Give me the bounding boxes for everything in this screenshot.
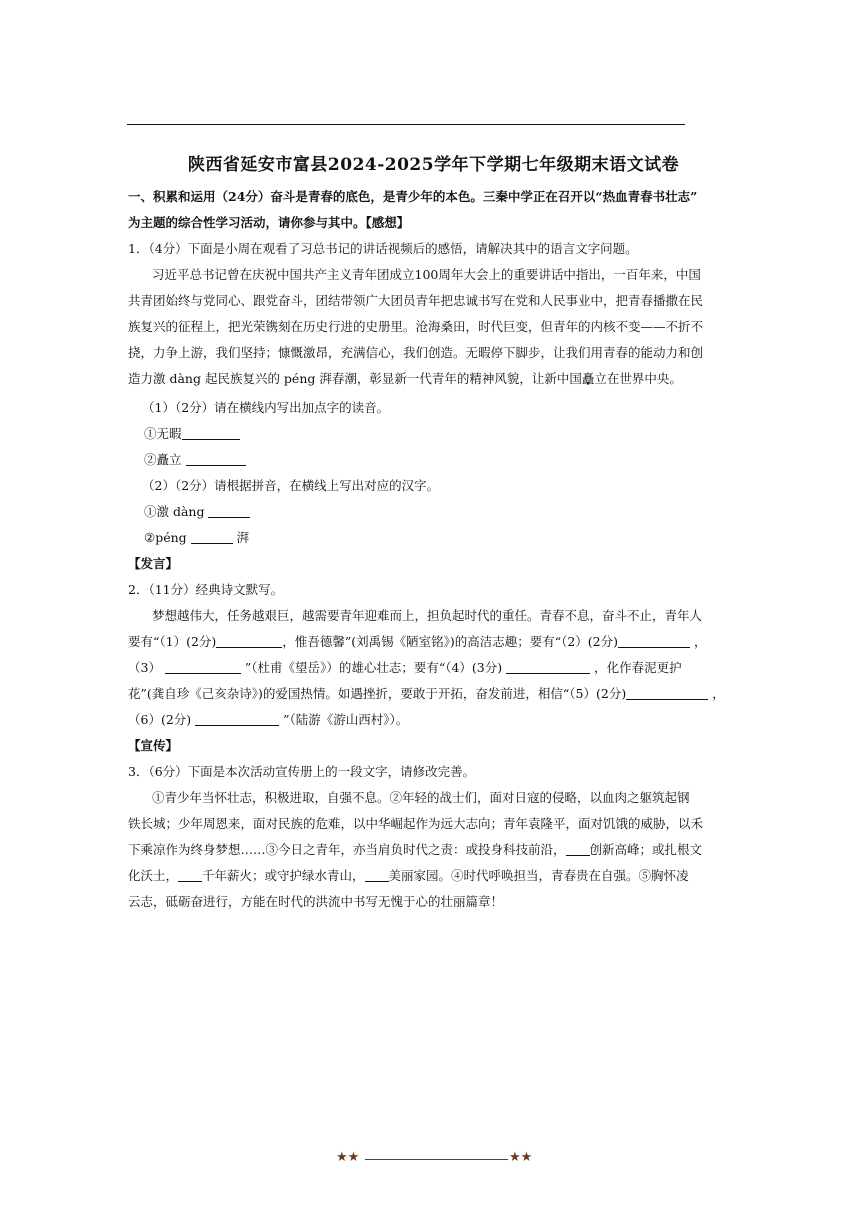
answer-blank[interactable] (165, 659, 241, 674)
answer-blank[interactable] (506, 659, 590, 674)
q1-passage-line: 挠，力争上游，我们坚持；慷慨激昂，充满信心，我们创造。无暇停下脚步，让我们用青春的能动力和创 (128, 345, 704, 360)
answer-blank[interactable] (618, 633, 690, 648)
footer-divider (365, 1159, 508, 1160)
q3-text-line (128, 837, 703, 863)
q1-sub2-option-1 (128, 499, 686, 525)
option-label: ①激 dàng (144, 504, 205, 519)
answer-blank[interactable] (186, 451, 246, 466)
q2-text-line (128, 629, 707, 655)
q2-text-line (128, 655, 686, 681)
answer-blank[interactable] (195, 711, 279, 726)
star-icon: ★★ (336, 1150, 360, 1165)
q2-text: ，惟吾德馨”(刘禹锡《陋室铭》)的高洁志趣；要有“（2）(2分) (282, 634, 619, 649)
section-intro-line-2: 为主题的综合性学习活动，请你参与其中。【感想】 (128, 215, 410, 230)
option-label: ②péng (144, 530, 187, 545)
page-title: 陕西省延安市富县2024-2025学年下学期七年级期末语文试卷 (187, 155, 680, 175)
q3-text: 下乘凉作为终身梦想……③今日之青年，亦当肩负时代之责：或投身科技前沿， (128, 842, 566, 857)
section-intro-line-1: 一、积累和运用（24分）奋斗是青春的底色，是青少年的本色。三秦中学正在召开以“热血青春书壮志” (128, 189, 698, 204)
q2-text: ”（陆游《游山西村》）。 (283, 712, 409, 727)
q3-text: 美丽家园。④时代呼唤担当，青春贵在自强。⑤胸怀凌 (388, 868, 689, 883)
q2-text-line (128, 707, 686, 733)
q3-text-line: ①青少年当怀壮志，积极进取，自强不息。②年轻的战士们，面对日寇的侵略，以血肉之躯筑起钢 (152, 790, 690, 805)
q2-text-line: 梦想越伟大，任务越艰巨，越需要青年迎难而上，担负起时代的重任。青春不息，奋斗不止，青年人 (152, 608, 703, 623)
q1-sub1-option-2 (128, 447, 686, 473)
answer-blank[interactable] (191, 529, 233, 544)
q1-passage-text: 立在世界中央。 (594, 371, 682, 386)
answer-blank[interactable] (216, 633, 282, 648)
answer-blank[interactable] (566, 841, 590, 856)
q1-sub-question-1: （1）（2分）请在横线内写出加点字的读音。 (142, 400, 390, 415)
option-tail: 湃 (236, 530, 250, 545)
q3-text: 创新高峰；或扎根文 (589, 842, 703, 857)
q2-text: ”（杜甫《望岳》）的雄心壮志；要有“（4）(3分) (244, 660, 503, 675)
q2-text: （3） (128, 660, 161, 675)
answer-blank[interactable] (626, 685, 708, 700)
q1-sub-question-2: （2）（2分）请根据拼音，在横线上写出对应的汉字。 (142, 478, 440, 493)
answer-blank[interactable] (178, 867, 202, 882)
q2-text: （6）(2分) (128, 712, 192, 727)
q3-text-line: 云志，砥砺奋进行，方能在时代的洪流中书写无愧于心的壮丽篇章！ (128, 894, 504, 909)
dotted-character: 矗 (581, 371, 595, 386)
q1-passage-line: 习近平总书记曾在庆祝中国共产主义青年团成立100周年大会上的重要讲话中指出，一百年来，中国 (152, 267, 701, 282)
q1-passage-line: 共青团始终与党同心、跟党奋斗，团结带领广大团员青年把忠诚书写在党和人民事业中，把青春播撒在民 (128, 293, 704, 308)
q3-text: 化沃土， (128, 868, 179, 883)
q2-text-line (128, 681, 725, 707)
footer-ornament (336, 1152, 536, 1168)
q1-passage-last-line (128, 366, 686, 392)
promo-heading: 【宣传】 (128, 738, 179, 753)
q2-text: 要有“（1）(2分) (128, 634, 217, 649)
header-rule (127, 124, 685, 125)
question-3-stem: 3．（6分）下面是本次活动宣传册上的一段文字，请修改完善。 (128, 764, 476, 779)
q2-text: ， (712, 686, 725, 701)
question-1-stem: 1．（4分）下面是小周在观看了习总书记的讲话视频后的感悟，请解决其中的语言文字问题。 (128, 241, 638, 256)
q1-sub2-option-2 (128, 525, 686, 551)
q3-text: 千年薪火；或守护绿水青山， (202, 868, 365, 883)
q3-text-line: 铁长城；少年周恩来，面对民族的危难，以中华崛起作为远大志向；青年袁隆平，面对饥饿的威胁，以禾 (128, 816, 704, 831)
q1-sub1-option-1 (128, 421, 686, 447)
q1-passage-text: 造力激 dàng 起民族复兴的 péng 湃春潮，彰显新一代青年的精神风貌，让新中国 (128, 371, 582, 386)
answer-blank[interactable] (208, 503, 250, 518)
q2-text: ， (694, 634, 707, 649)
exam-content (128, 184, 725, 915)
q1-passage-line: 族复兴的征程上，把光荣镌刻在历史行进的史册里。沧海桑田，时代巨变，但青年的内核不变——不折不 (128, 319, 704, 334)
speech-heading: 【发言】 (128, 556, 179, 571)
option-label: ①无暇 (144, 426, 182, 441)
q2-text: 花”(龚自珍《己亥杂诗》)的爱国热情。如遇挫折，要敢于开拓，奋发前进，相信“（5）(2分) (128, 686, 627, 701)
q2-text: ，化作春泥更护 (594, 660, 682, 675)
q3-text-line (128, 863, 689, 889)
option-label: ②矗立 (144, 452, 182, 467)
answer-blank[interactable] (365, 867, 389, 882)
star-icon: ★★ (509, 1150, 533, 1165)
question-2-stem: 2．（11分）经典诗文默写。 (128, 582, 284, 597)
answer-blank[interactable] (182, 425, 240, 440)
